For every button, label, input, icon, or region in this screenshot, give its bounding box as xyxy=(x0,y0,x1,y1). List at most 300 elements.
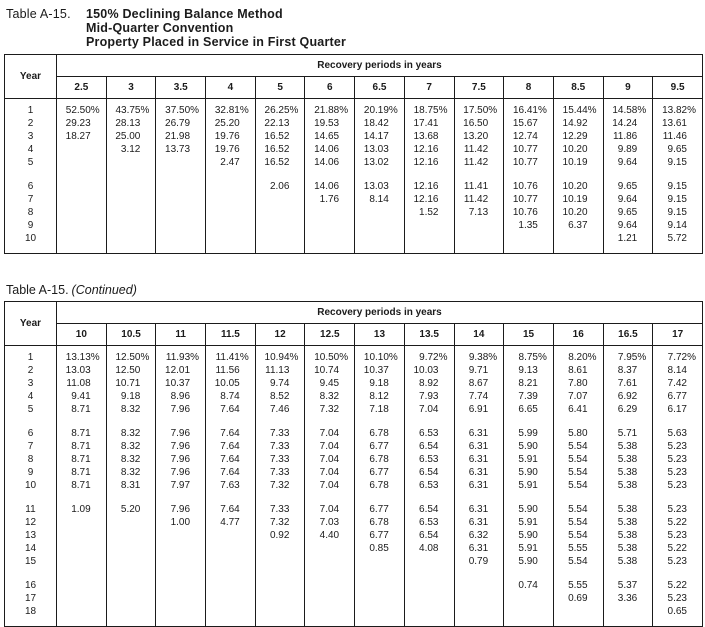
period-column-header: 6.5 xyxy=(355,77,405,99)
value-cell: 13.68 xyxy=(404,130,454,143)
value-cell: 10.76 xyxy=(504,180,554,193)
value-cell: 13.20 xyxy=(454,130,504,143)
value-cell: 5.90 xyxy=(504,555,554,568)
value-cell: 5.23 xyxy=(653,592,703,605)
year-column-header: Year xyxy=(5,302,57,346)
value-cell xyxy=(255,605,305,627)
value-cell: 6.78 xyxy=(355,427,405,440)
value-cell xyxy=(255,592,305,605)
value-cell: 1.52 xyxy=(404,206,454,219)
year-cell: 2 xyxy=(27,365,34,376)
value-cell xyxy=(255,193,305,206)
value-cell: 9.38% xyxy=(454,346,504,365)
value-cell: 5.23 xyxy=(653,440,703,453)
value-cell xyxy=(553,232,603,254)
value-cell xyxy=(305,206,355,219)
value-cell: 5.23 xyxy=(653,453,703,466)
value-cell: 29.23 xyxy=(57,117,107,130)
value-cell: 7.04 xyxy=(305,440,355,453)
value-cell xyxy=(255,206,305,219)
value-cell xyxy=(57,193,107,206)
value-cell: 13.82% xyxy=(653,99,703,118)
value-cell: 13.61 xyxy=(653,117,703,130)
value-cell: 52.50% xyxy=(57,99,107,118)
year-cell: 4 xyxy=(27,391,34,402)
value-cell: 8.74 xyxy=(206,390,256,403)
value-cell: 3.36 xyxy=(603,592,653,605)
value-cell xyxy=(603,605,653,627)
value-cell: 4.08 xyxy=(404,542,454,555)
value-cell: 14.58% xyxy=(603,99,653,118)
value-cell xyxy=(553,605,603,627)
value-cell: 10.77 xyxy=(504,156,554,169)
value-cell xyxy=(355,416,405,427)
table-row xyxy=(5,143,703,156)
year-cell: 1 xyxy=(27,352,34,363)
value-cell: 9.72% xyxy=(404,346,454,365)
table-row xyxy=(5,605,703,627)
value-cell xyxy=(106,219,156,232)
value-cell xyxy=(355,232,405,254)
value-cell: 6.31 xyxy=(454,440,504,453)
value-cell: 5.38 xyxy=(603,440,653,453)
value-cell: 25.20 xyxy=(206,117,256,130)
value-cell: 7.33 xyxy=(255,503,305,516)
year-cell: 16 xyxy=(24,580,37,591)
value-cell: 9.65 xyxy=(653,143,703,156)
value-cell: 7.04 xyxy=(305,453,355,466)
value-cell: 7.04 xyxy=(404,403,454,416)
value-cell: 7.63 xyxy=(206,479,256,492)
value-cell: 5.22 xyxy=(653,579,703,592)
value-cell: 8.71 xyxy=(57,403,107,416)
value-cell xyxy=(106,542,156,555)
value-cell: 11.56 xyxy=(206,364,256,377)
value-cell xyxy=(454,568,504,579)
value-cell: 5.23 xyxy=(653,466,703,479)
value-cell: 6.31 xyxy=(454,479,504,492)
value-cell: 11.42 xyxy=(454,143,504,156)
value-cell: 9.15 xyxy=(653,180,703,193)
value-cell: 5.38 xyxy=(603,542,653,555)
value-cell: 8.37 xyxy=(603,364,653,377)
value-cell xyxy=(504,492,554,503)
continued-caption xyxy=(6,283,703,297)
year-cell xyxy=(5,416,57,427)
value-cell xyxy=(106,492,156,503)
year-cell: 10 xyxy=(24,233,37,244)
value-cell: 8.71 xyxy=(57,479,107,492)
year-cell: 14 xyxy=(24,543,37,554)
value-cell xyxy=(355,555,405,568)
value-cell: 12.16 xyxy=(404,193,454,206)
value-cell: 5.90 xyxy=(504,440,554,453)
value-cell: 14.06 xyxy=(305,180,355,193)
value-cell: 7.13 xyxy=(454,206,504,219)
table-title-lines xyxy=(86,7,346,49)
value-cell: 6.32 xyxy=(454,529,504,542)
value-cell: 6.41 xyxy=(553,403,603,416)
value-cell xyxy=(206,529,256,542)
year-cell: 9 xyxy=(27,220,34,231)
value-cell: 6.31 xyxy=(454,427,504,440)
value-cell: 8.32 xyxy=(106,453,156,466)
year-cell: 17 xyxy=(24,593,37,604)
value-cell: 6.77 xyxy=(355,440,405,453)
value-cell xyxy=(305,555,355,568)
value-cell xyxy=(156,542,206,555)
value-cell: 8.12 xyxy=(355,390,405,403)
value-cell: 7.04 xyxy=(305,466,355,479)
value-cell: 25.00 xyxy=(106,130,156,143)
value-cell xyxy=(404,219,454,232)
value-cell xyxy=(504,232,554,254)
value-cell: 6.31 xyxy=(454,516,504,529)
table-row xyxy=(5,466,703,479)
value-cell: 5.54 xyxy=(553,529,603,542)
value-cell xyxy=(206,605,256,627)
value-cell: 5.63 xyxy=(653,427,703,440)
value-cell xyxy=(106,516,156,529)
value-cell xyxy=(653,416,703,427)
value-cell: 16.52 xyxy=(255,143,305,156)
value-cell xyxy=(106,156,156,169)
value-cell xyxy=(454,579,504,592)
value-cell: 37.50% xyxy=(156,99,206,118)
value-cell xyxy=(255,579,305,592)
value-cell xyxy=(57,555,107,568)
period-column-header: 14 xyxy=(454,324,504,346)
value-cell: 6.53 xyxy=(404,427,454,440)
value-cell xyxy=(57,568,107,579)
year-cell: 15 xyxy=(24,556,37,567)
value-cell xyxy=(57,605,107,627)
value-cell xyxy=(404,232,454,254)
value-cell: 7.64 xyxy=(206,503,256,516)
value-cell: 6.17 xyxy=(653,403,703,416)
value-cell: 6.78 xyxy=(355,516,405,529)
value-cell: 15.44% xyxy=(553,99,603,118)
value-cell: 12.16 xyxy=(404,156,454,169)
period-column-header: 2.5 xyxy=(57,77,107,99)
value-cell: 13.03 xyxy=(355,143,405,156)
period-column-header: 11 xyxy=(156,324,206,346)
value-cell: 0.74 xyxy=(504,579,554,592)
value-cell: 11.41% xyxy=(206,346,256,365)
value-cell: 5.54 xyxy=(553,479,603,492)
period-column-header: 8.5 xyxy=(553,77,603,99)
value-cell: 6.77 xyxy=(355,503,405,516)
period-column-header: 9 xyxy=(603,77,653,99)
year-cell: 8 xyxy=(27,454,34,465)
value-cell xyxy=(206,193,256,206)
value-cell: 5.38 xyxy=(603,466,653,479)
value-cell xyxy=(355,579,405,592)
value-cell: 2.47 xyxy=(206,156,256,169)
value-cell xyxy=(106,180,156,193)
value-cell: 5.20 xyxy=(106,503,156,516)
value-cell: 16.50 xyxy=(454,117,504,130)
value-cell xyxy=(355,592,405,605)
value-cell: 9.15 xyxy=(653,156,703,169)
table-row xyxy=(5,377,703,390)
table-header xyxy=(5,302,703,346)
continued-table-label: Table A-15. xyxy=(6,283,69,297)
period-column-header: 8 xyxy=(504,77,554,99)
value-cell: 1.21 xyxy=(603,232,653,254)
value-cell: 5.54 xyxy=(553,453,603,466)
value-cell: 10.94% xyxy=(255,346,305,365)
value-cell: 5.91 xyxy=(504,516,554,529)
value-cell xyxy=(156,529,206,542)
value-cell: 6.31 xyxy=(454,466,504,479)
value-cell xyxy=(106,529,156,542)
value-cell xyxy=(404,416,454,427)
value-cell xyxy=(553,492,603,503)
header-row-periods xyxy=(5,324,703,346)
value-cell: 10.77 xyxy=(504,193,554,206)
year-cell: 2 xyxy=(27,118,34,129)
value-cell xyxy=(404,579,454,592)
value-cell xyxy=(57,592,107,605)
header-row-group xyxy=(5,55,703,77)
value-cell xyxy=(305,579,355,592)
year-cell: 7 xyxy=(27,441,34,452)
year-cell: 6 xyxy=(27,428,34,439)
value-cell: 9.65 xyxy=(603,206,653,219)
value-cell: 8.21 xyxy=(504,377,554,390)
value-cell: 8.75% xyxy=(504,346,554,365)
value-cell: 5.91 xyxy=(504,453,554,466)
value-cell: 12.29 xyxy=(553,130,603,143)
table-row xyxy=(5,403,703,416)
value-cell: 9.15 xyxy=(653,206,703,219)
value-cell: 5.90 xyxy=(504,529,554,542)
value-cell: 6.31 xyxy=(454,542,504,555)
table-row xyxy=(5,232,703,254)
value-cell xyxy=(255,232,305,254)
value-cell: 8.20% xyxy=(553,346,603,365)
value-cell: 12.16 xyxy=(404,143,454,156)
value-cell: 10.37 xyxy=(156,377,206,390)
value-cell xyxy=(206,416,256,427)
value-cell: 7.74 xyxy=(454,390,504,403)
value-cell xyxy=(653,492,703,503)
value-cell: 5.23 xyxy=(653,479,703,492)
value-cell xyxy=(404,492,454,503)
year-cell: 4 xyxy=(27,144,34,155)
value-cell: 5.22 xyxy=(653,516,703,529)
period-column-header: 5 xyxy=(255,77,305,99)
table-row xyxy=(5,579,703,592)
value-cell: 10.05 xyxy=(206,377,256,390)
value-cell: 6.53 xyxy=(404,479,454,492)
value-cell xyxy=(255,568,305,579)
value-cell: 9.13 xyxy=(504,364,554,377)
year-cell: 9 xyxy=(27,467,34,478)
year-column-header: Year xyxy=(5,55,57,99)
value-cell: 6.77 xyxy=(653,390,703,403)
spacer-row xyxy=(5,492,703,503)
value-cell: 8.71 xyxy=(57,453,107,466)
table-row xyxy=(5,117,703,130)
value-cell: 9.65 xyxy=(603,180,653,193)
value-cell xyxy=(206,492,256,503)
period-column-header: 12 xyxy=(255,324,305,346)
value-cell: 10.50% xyxy=(305,346,355,365)
value-cell xyxy=(106,568,156,579)
value-cell: 9.45 xyxy=(305,377,355,390)
value-cell xyxy=(653,568,703,579)
value-cell: 6.77 xyxy=(355,529,405,542)
value-cell xyxy=(553,416,603,427)
year-cell: 5 xyxy=(27,157,34,168)
value-cell xyxy=(404,592,454,605)
value-cell: 18.42 xyxy=(355,117,405,130)
period-column-header: 7 xyxy=(404,77,454,99)
value-cell: 7.80 xyxy=(553,377,603,390)
value-cell: 16.52 xyxy=(255,156,305,169)
depreciation-table-continued xyxy=(4,301,703,627)
value-cell xyxy=(355,492,405,503)
value-cell: 10.20 xyxy=(553,180,603,193)
value-cell: 10.71 xyxy=(106,377,156,390)
value-cell xyxy=(404,169,454,180)
value-cell xyxy=(504,605,554,627)
value-cell: 7.04 xyxy=(305,427,355,440)
value-cell: 8.32 xyxy=(305,390,355,403)
value-cell xyxy=(106,193,156,206)
value-cell: 6.37 xyxy=(553,219,603,232)
value-cell: 0.92 xyxy=(255,529,305,542)
value-cell: 11.46 xyxy=(653,130,703,143)
header-row-group xyxy=(5,302,703,324)
value-cell xyxy=(106,206,156,219)
period-column-header: 4 xyxy=(206,77,256,99)
value-cell xyxy=(106,555,156,568)
value-cell: 12.50 xyxy=(106,364,156,377)
value-cell xyxy=(454,232,504,254)
value-cell xyxy=(156,605,206,627)
value-cell xyxy=(404,605,454,627)
spacer-row xyxy=(5,416,703,427)
period-column-header: 3 xyxy=(106,77,156,99)
value-cell xyxy=(305,169,355,180)
title-line-convention: Mid-Quarter Convention xyxy=(86,21,234,35)
value-cell xyxy=(106,579,156,592)
value-cell: 14.17 xyxy=(355,130,405,143)
value-cell: 4.77 xyxy=(206,516,256,529)
table-row xyxy=(5,180,703,193)
value-cell xyxy=(603,169,653,180)
value-cell xyxy=(156,568,206,579)
value-cell xyxy=(454,492,504,503)
value-cell: 8.32 xyxy=(106,427,156,440)
value-cell xyxy=(106,169,156,180)
value-cell xyxy=(255,219,305,232)
title-line-quarter: Property Placed in Service in First Quarter xyxy=(86,35,347,49)
period-column-header: 16.5 xyxy=(603,324,653,346)
value-cell xyxy=(57,516,107,529)
value-cell: 6.65 xyxy=(504,403,554,416)
table-row xyxy=(5,130,703,143)
value-cell: 7.96 xyxy=(156,427,206,440)
value-cell: 6.91 xyxy=(454,403,504,416)
value-cell xyxy=(305,568,355,579)
value-cell xyxy=(553,169,603,180)
value-cell xyxy=(355,169,405,180)
value-cell: 8.14 xyxy=(653,364,703,377)
table-header xyxy=(5,55,703,99)
value-cell xyxy=(206,542,256,555)
value-cell: 5.23 xyxy=(653,555,703,568)
value-cell: 9.18 xyxy=(106,390,156,403)
period-column-header: 9.5 xyxy=(653,77,703,99)
continued-suffix: (Continued) xyxy=(71,283,137,297)
value-cell: 5.91 xyxy=(504,479,554,492)
table-row xyxy=(5,206,703,219)
value-cell: 6.78 xyxy=(355,479,405,492)
value-cell: 8.96 xyxy=(156,390,206,403)
depreciation-table-first xyxy=(4,54,703,254)
value-cell xyxy=(206,232,256,254)
value-cell xyxy=(355,206,405,219)
table-row xyxy=(5,219,703,232)
value-cell xyxy=(57,492,107,503)
period-column-header: 15 xyxy=(504,324,554,346)
value-cell xyxy=(653,169,703,180)
value-cell: 17.50% xyxy=(454,99,504,118)
value-cell: 7.33 xyxy=(255,440,305,453)
value-cell xyxy=(156,492,206,503)
title-line-method: 150% Declining Balance Method xyxy=(86,7,283,21)
value-cell: 11.08 xyxy=(57,377,107,390)
value-cell xyxy=(156,193,206,206)
table-row xyxy=(5,453,703,466)
value-cell: 5.38 xyxy=(603,453,653,466)
value-cell: 7.33 xyxy=(255,453,305,466)
value-cell: 10.03 xyxy=(404,364,454,377)
value-cell: 4.40 xyxy=(305,529,355,542)
value-cell: 13.13% xyxy=(57,346,107,365)
value-cell: 7.95% xyxy=(603,346,653,365)
year-cell: 18 xyxy=(24,606,37,617)
value-cell: 10.74 xyxy=(305,364,355,377)
table-row xyxy=(5,156,703,169)
table-row xyxy=(5,592,703,605)
value-cell xyxy=(255,416,305,427)
value-cell: 9.41 xyxy=(57,390,107,403)
value-cell xyxy=(156,206,206,219)
table-row xyxy=(5,364,703,377)
value-cell: 8.14 xyxy=(355,193,405,206)
value-cell xyxy=(603,416,653,427)
value-cell: 11.41 xyxy=(454,180,504,193)
table-row xyxy=(5,427,703,440)
value-cell: 7.96 xyxy=(156,440,206,453)
value-cell xyxy=(355,568,405,579)
value-cell: 7.96 xyxy=(156,403,206,416)
value-cell xyxy=(504,592,554,605)
table-row xyxy=(5,390,703,403)
value-cell xyxy=(156,592,206,605)
value-cell xyxy=(553,568,603,579)
value-cell: 11.86 xyxy=(603,130,653,143)
value-cell: 21.88% xyxy=(305,99,355,118)
value-cell: 20.19% xyxy=(355,99,405,118)
value-cell: 9.74 xyxy=(255,377,305,390)
value-cell: 9.15 xyxy=(653,193,703,206)
